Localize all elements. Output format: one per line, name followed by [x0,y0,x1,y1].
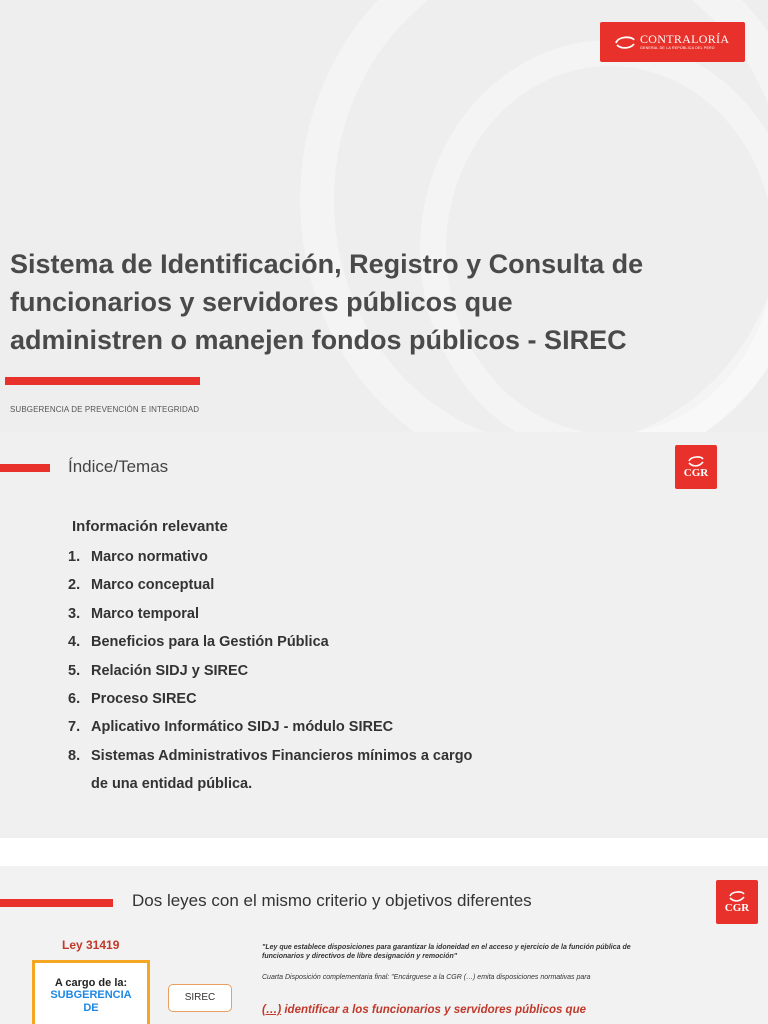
list-item [68,685,472,713]
slide-title: Dos leyes con el mismo criterio y objetivos diferentes [132,891,532,910]
item-text: Proceso SIREC [91,690,197,707]
section-accent-bar [0,464,50,472]
law-quote: "Ley que establece disposiciones para garantizar la idoneidad en el acceso y ejercicio de la función pública de funcionarios y directivos de libre designación y remoción" [262,944,631,960]
title-line: Sistema de Identificación, Registro y Consulta de [10,249,644,279]
cgr-logo-text: CGR [724,902,750,914]
list-item [68,713,472,741]
sirec-box: SIREC [168,984,232,1012]
item-text: Marco conceptual [91,577,215,594]
cgr-swoosh-icon [727,890,747,902]
item-number: 8. [68,747,81,764]
list-item [68,628,472,656]
list-item [68,543,472,571]
item-text: Marco normativo [91,549,208,565]
topics-list [68,543,472,799]
responsible-unit-box [32,960,150,1024]
cgr-logo [675,445,717,489]
item-text: Sistemas Administrativos Financieros mínimos a cargo [91,747,473,764]
contraloria-logo [600,22,745,62]
logo-subtitle: GENERAL DE LA REPÚBLICA DEL PERÚ [640,46,715,51]
ellipsis-marker: (…) [262,1004,282,1016]
cgr-logo-text: CGR [683,467,709,479]
info-heading: Información relevante [72,518,228,535]
item-number: 5. [68,662,81,679]
list-item [68,742,472,799]
box-unit-name-continued: DE [83,1002,99,1014]
index-slide [0,432,768,838]
item-number: 1. [68,549,81,565]
highlight-text: identificar a los funcionarios y servidores públicos que [281,1004,587,1016]
box-unit-name: SUBGERENCIA [50,989,132,1001]
title-accent-rule [5,377,200,385]
title-slide [0,0,768,432]
logo-name: CONTRALORÍA [640,32,730,47]
title-line: funcionarios y servidores públicos que [10,287,513,317]
contraloria-swoosh-icon [614,34,636,50]
subgerencia-label: SUBGERENCIA DE PREVENCIÓN E INTEGRIDAD [10,405,200,414]
box-heading: A cargo de la: [54,977,128,989]
item-number: 3. [68,605,81,622]
item-number: 7. [68,719,81,736]
item-text: Aplicativo Informático SIDJ - módulo SIREC [91,719,394,736]
law-provision-quote: Cuarta Disposición complementaria final: "Encárguese a la CGR (…) emita disposiciones normativas para [262,974,591,981]
slide-title: Índice/Temas [68,457,169,476]
item-text: Relación SIDJ y SIREC [91,662,249,679]
list-item [68,600,472,628]
list-item [68,571,472,599]
title-line: administren o manejen fondos públicos - SIREC [10,325,627,355]
item-text-continued: de una entidad pública. [91,776,253,793]
presentation-title [10,245,750,359]
list-item [68,657,472,685]
item-number: 4. [68,634,81,651]
item-text: Beneficios para la Gestión Pública [91,634,329,651]
law-label: Ley 31419 [62,938,120,952]
item-number: 6. [68,690,81,707]
cgr-logo [716,880,758,924]
item-number: 2. [68,577,81,594]
laws-slide [0,866,768,1024]
slide-separator [0,838,768,866]
law-highlight-text [262,1004,632,1017]
section-accent-bar [0,899,113,907]
cgr-swoosh-icon [686,455,706,467]
item-text: Marco temporal [91,605,199,622]
